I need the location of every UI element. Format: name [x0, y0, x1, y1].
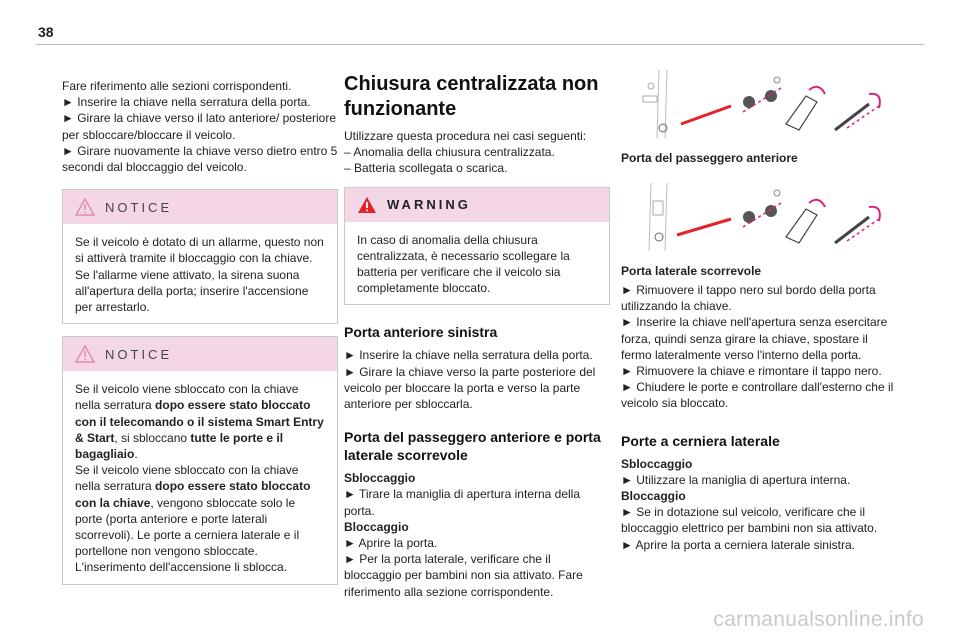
- notice-body: [63, 224, 337, 323]
- page-number: 38: [38, 24, 54, 40]
- case-item: – Batteria scollegata o scarica.: [344, 161, 508, 176]
- notice-text: L'inserimento dell'accensione li sblocca.: [75, 560, 288, 575]
- notice-label: NOTICE: [105, 346, 173, 362]
- step: ► Per la porta laterale, verificare che il bloccaggio per bambini non sia attivato. Fare riferimento alla sezione corrispondente.: [344, 552, 583, 599]
- warning-label: WARNING: [387, 197, 471, 213]
- step: ► Aprire la porta a cerniera laterale sinistra.: [621, 537, 855, 552]
- figure-caption: Porta del passeggero anteriore: [621, 151, 798, 165]
- step: ► Inserire la chiave nella serratura della porta.: [344, 348, 593, 363]
- case-item: – Anomalia della chiusura centralizzata.: [344, 145, 555, 160]
- notice-header: [63, 190, 337, 224]
- step: ► Rimuovere il tappo nero sul bordo della porta utilizzando la chiave.: [621, 283, 876, 314]
- notice-text: Se il veicolo viene sbloccato con la chiave nella serratura dopo essere stato bloccato con il telecomando o il sistema Smart Entry & Start, si sbloccano tutte le porte e il bagagliaio.: [75, 382, 324, 462]
- lock-label: Bloccaggio: [344, 519, 409, 534]
- warning-body: [345, 222, 609, 305]
- step: ► Tirare la maniglia di apertura interna della porta.: [344, 487, 580, 518]
- subheading-hinged: Porte a cerniera laterale: [621, 432, 780, 449]
- step: ► Girare la chiave verso la parte posteriore del veicolo per bloccare la porta e verso la parte anteriore per sbloccarla.: [344, 364, 596, 412]
- step: ► Se in dotazione sul veicolo, verificare che il bloccaggio elettrico per bambini non sia attivato.: [621, 505, 878, 536]
- notice-body: [63, 371, 337, 583]
- warning-triangle-icon: [75, 198, 95, 216]
- sliding-door-illustration: [621, 179, 897, 255]
- step: ► Chiudere le porte e controllare dall'esterno che il veicolo sia bloccato.: [621, 380, 894, 411]
- warning-box: [344, 187, 610, 306]
- warning-triangle-icon: [75, 345, 95, 363]
- subheading-front-left: Porta anteriore sinistra: [344, 324, 498, 341]
- unlock-label: Sbloccaggio: [344, 471, 416, 486]
- figure-caption: Porta laterale scorrevole: [621, 264, 762, 278]
- column-middle: [344, 72, 610, 600]
- front-passenger-door-illustration: [621, 66, 897, 142]
- lock-label: Bloccaggio: [621, 489, 686, 504]
- warning-text: In caso di anomalia della chiusura centralizzata, è necessario scollegare la batteria per verificare che il veicolo sia completamente bloccato.: [357, 232, 570, 296]
- step: ► Utilizzare la maniglia di apertura interna.: [621, 472, 851, 487]
- column-left: [62, 78, 338, 585]
- watermark: carmanualsonline.info: [713, 608, 924, 631]
- intro-step: ► Inserire la chiave nella serratura della porta.: [62, 95, 311, 110]
- intro-line: Fare riferimento alle sezioni corrispondenti.: [62, 79, 292, 93]
- notice-text: Se l'allarme viene attivato, la sirena suona all'apertura della porta; inserire l'accensione per arrestarlo.: [75, 267, 309, 315]
- section-title: Chiusura centralizzata non funzionante: [344, 73, 599, 120]
- header-rule: [36, 44, 924, 45]
- warning-header: [345, 188, 609, 222]
- step: ► Rimuovere la chiave e rimontare il tappo nero.: [621, 364, 882, 379]
- intro-step: ► Girare nuovamente la chiave verso dietro entro 5 secondi dal bloccaggio del veicolo.: [62, 143, 338, 175]
- step: ► Inserire la chiave nell'apertura senza esercitare forza, quindi senza girare la chiave, spostare il fermo lateralmente verso l'interno della porta.: [621, 315, 888, 362]
- unlock-label: Sbloccaggio: [621, 456, 693, 471]
- warning-triangle-icon: [357, 196, 377, 214]
- notice-header: [63, 337, 337, 371]
- notice-box-unlock: [62, 336, 338, 584]
- notice-box-alarm: [62, 189, 338, 324]
- step: ► Aprire la porta.: [344, 536, 438, 551]
- intro-step: ► Girare la chiave verso il lato anteriore/ posteriore per sbloccare/bloccare il veicolo.: [62, 111, 336, 142]
- notice-text: Se il veicolo viene sbloccato con la chiave nella serratura dopo essere stato bloccato con la chiave, vengono sbloccate solo le porte (porta anteriore e porte laterali scorrevoli). Le porte a cerniera laterale e il portellone non vengono sbloccate.: [75, 463, 311, 559]
- notice-label: NOTICE: [105, 199, 173, 215]
- section-intro: Utilizzare questa procedura nei casi seguenti:: [344, 129, 587, 143]
- notice-text: Se il veicolo è dotato di un allarme, questo non si attiverà tramite il bloccaggio con la chiave.: [75, 235, 324, 266]
- subheading-passenger: Porta del passeggero anteriore e porta laterale scorrevole: [344, 429, 601, 464]
- column-right: [621, 66, 897, 553]
